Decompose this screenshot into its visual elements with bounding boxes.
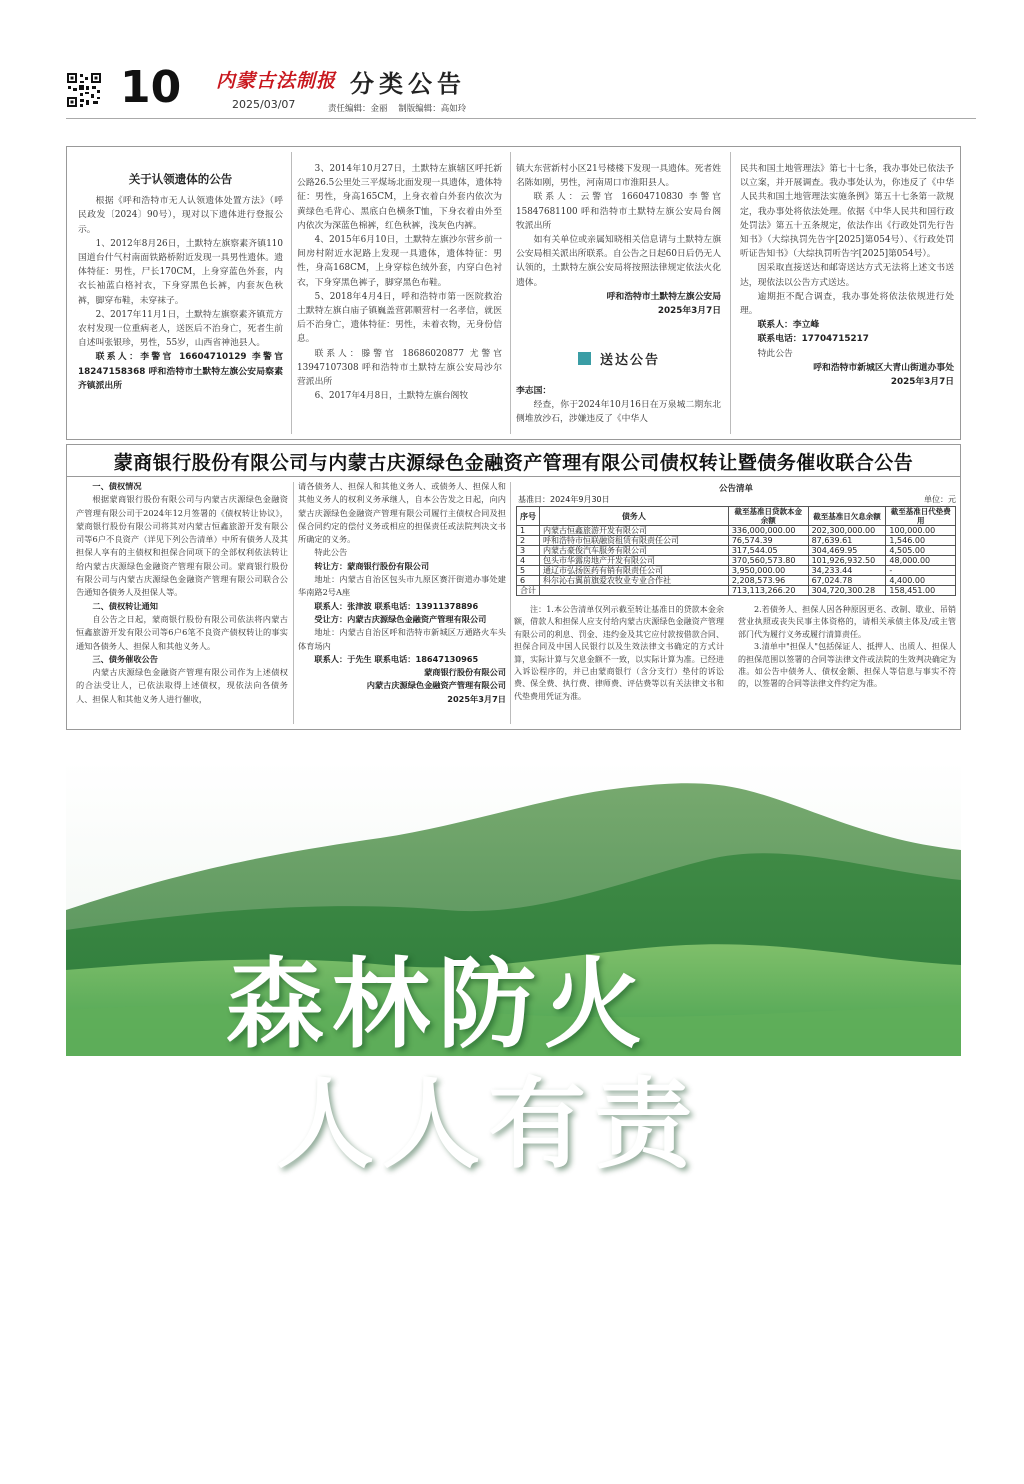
paragraph: 镇大东营新村小区21号楼楼下发现一具遗体。死者姓名陈如刚，男性，河南周口市淮阳县人。	[516, 164, 721, 189]
square-bullet-icon	[578, 352, 591, 365]
section-title: 分类公告	[350, 70, 466, 98]
table-header: 序号	[517, 507, 540, 526]
editor-label: 责任编辑：金丽	[328, 104, 388, 114]
table-total-row	[517, 586, 956, 596]
table-cell: 1,546.00	[886, 536, 956, 546]
table-cell: 4,505.00	[886, 546, 956, 556]
qr-code-icon[interactable]	[66, 72, 102, 108]
bank-notice-title: 蒙商银行股份有限公司与内蒙古庆源绿色金融资产管理有限公司债权转让暨债务催收联合公告	[113, 452, 914, 474]
table-cell: 内蒙古恒鑫旅游开发有限公司	[540, 526, 729, 536]
table-cell: 67,024.78	[808, 576, 886, 586]
address: 地址：内蒙古自治区呼和浩特市新城区万通路火车头体育场内	[298, 627, 506, 651]
column-divider	[510, 482, 511, 724]
paragraph: 内蒙古庆源绿色金融资产管理有限公司作为上述债权的合法受让人，已依法取得上述债权，现依法向各债务人、担保人和其他义务人进行催收，	[76, 667, 288, 704]
table-cell: 内蒙古豪俊汽车服务有限公司	[540, 546, 729, 556]
paragraph: 根据《呼和浩特市无人认领遗体处置方法》（呼民政发〔2024〕90号），现对以下遗体进行登报公示。	[78, 196, 283, 235]
table-cell: 4,400.00	[886, 576, 956, 586]
service-notice-start	[516, 384, 721, 436]
table-row	[517, 546, 956, 556]
table-cell: 317,544.05	[728, 546, 808, 556]
closing-remark: 特此公告	[314, 547, 348, 558]
newspaper-logo: 内蒙古法制报	[216, 70, 337, 92]
table-cell: 370,560,573.80	[728, 556, 808, 566]
table-cell: 2,208,573.96	[728, 576, 808, 586]
table-header: 截至基准日贷款本金余额	[728, 507, 808, 526]
table-header: 截至基准日代垫费用	[886, 507, 956, 526]
table-notes-column-1	[514, 604, 724, 724]
paragraph: 6、2017年4月8日，土默特左旗台阁牧	[314, 391, 469, 402]
section-heading: 一、债权情况	[92, 481, 142, 491]
table-cell: -	[886, 566, 956, 576]
table-cell: 48,000.00	[886, 556, 956, 566]
designer-label: 制版编辑：高如玲	[398, 104, 467, 114]
signature: 内蒙古庆源绿色金融资产管理有限公司	[366, 680, 506, 691]
table-cell: 6	[517, 576, 540, 586]
table-cell: 科尔沁右翼前旗爱农牧业专业合作社	[540, 576, 729, 586]
closing-remark: 特此公告	[757, 348, 793, 359]
service-notice-heading	[578, 348, 668, 368]
header-divider	[66, 118, 976, 119]
table-header: 债务人	[540, 507, 729, 526]
table-note: 3.清单中"担保人"包括保证人、抵押人、出质人、担保人的担保范围以签署的合同等法律文件或法院的生效判决确定为准。如公告中债务人、债权金额、担保人等信息与事实不符的，以签署的合同等法律文件约定为准。	[738, 642, 956, 689]
paragraph: 3、2014年10月27日，土默特左旗辖区呼托新公路26.5公里处三平煤场北面发现一具遗体，遗体特征：男性，身高165CM，上身衣着白外套内依次为黄绿色毛背心、黑底白色横条T恤，下身衣着由外至内依次为深蓝色棉裤，红色秋裤，浅灰色内裤。	[297, 164, 502, 231]
table-title: 公告清单	[718, 484, 753, 494]
table-cell: 713,113,266.20	[728, 586, 808, 596]
bank-notice-column-1	[76, 480, 288, 726]
paragraph: 请各债务人、担保人和其他义务人、或债务人、担保人和其他义务人的权利义务承继人，自本公告发之日起，向内蒙古庆源绿色金融资产管理有限公司履行主债权合同及担保合同约定的偿付义务或相应的担保责任或法院判决文书所确定的义务。	[298, 481, 506, 545]
table-note: 2.若债务人、担保人因各种原因更名、改制、歇业、吊销营业执照或丧失民事主体资格的，请相关承债主体及/或主管部门代为履行义务或履行清算责任。	[738, 605, 956, 639]
paragraph: 如有关单位或亲属知晓相关信息请与土默特左旗公安局相关派出所联系。自公告之日起60日后仍无人认领的，土默特左旗公安局将按照法律规定依法火化遗体。	[516, 235, 721, 288]
signature-date: 2025年3月7日	[890, 377, 954, 388]
table-cell: 合计	[517, 586, 540, 596]
table-row	[517, 556, 956, 566]
table-cell: 1	[517, 526, 540, 536]
remains-notice-column-3	[516, 162, 721, 320]
table-header: 截至基准日欠息余额	[808, 507, 886, 526]
table-note: 注：1.本公告清单仅列示截至转让基准日的贷款本金余额，借款人和担保人应支付给内蒙古庆源绿色金融资产管理有限公司的利息、罚金、违约金及其它应付款按借款合同、担保合同及中国人民银行以及生效法律文书确定的方式计算，实际计算与欠息金额不一致，以实际计算为准。已经进入诉讼程序的，并已由蒙商银行（含分支行）垫付的诉讼费、保全费、执行费、律师费、评估费等以有关法律文书和代垫费用凭证为准。	[514, 605, 724, 701]
paragraph: 因采取直接送达和邮寄送达方式无法将上述文书送达，现依法以公告方式送达。	[740, 263, 954, 288]
bank-notice-column-2	[298, 480, 506, 726]
contact-info: 联系人：于先生 联系电话：18647130965	[314, 653, 479, 664]
table-cell: 包头市华露房地产开发有限公司	[540, 556, 729, 566]
paragraph: 5、2018年4月4日，呼和浩特市第一医院救治土默特左旗白庙子镇巍盖营郭顺营村一名孝信，就医后不治身亡，遗体特征：男性，未着衣物，无身份信息。	[297, 291, 502, 345]
table-row	[517, 536, 956, 546]
table-cell: 4	[517, 556, 540, 566]
table-cell: 304,720,300.28	[808, 586, 886, 596]
paragraph: 2、2017年11月1日，土默特左旗察素齐镇荒方农村发现一位重病老人，送医后不治身亡，死者生前自述叫张银珍，男性，55岁，山西省神池县人。	[78, 309, 283, 349]
paragraph: 经查，你于2024年10月16日在万泉城二期东北侧堆放沙石，涉嫌违反了《中华人	[516, 400, 721, 425]
contact-info: 联系人：李警官 16604710129 李警官 18247158368 呼和浩特市土默特左旗公安局察素齐镇派出所	[78, 352, 283, 391]
section-heading: 二、债权转让通知	[92, 600, 158, 611]
table-cell: 34,233.44	[808, 566, 886, 576]
service-notice-column	[740, 162, 954, 438]
paragraph: 民共和国土地管理法》第七十七条，我办事处已依法予以立案，并开展调查。我办事处认为，你违反了《中华人民共和国土地管理法实施条例》第五十七条第一款规定，我办事处将依法处理。依据《中华人民共和国行政处罚法》第五十五条规定，依法作出《行政处罚先行告知书》（大综执罚先告字[2025]第054号）、《行政处罚听证告知书》（大综执罚听告字[2025]第054号）。	[740, 164, 954, 260]
debt-list-table	[516, 506, 956, 596]
table-cell: 101,926,932.50	[808, 556, 886, 566]
table-header-row	[517, 507, 956, 526]
table-cell: 通辽市弘扬医药有销有限责任公司	[540, 566, 729, 576]
column-divider	[291, 152, 292, 434]
table-unit: 单位：元	[924, 495, 956, 504]
transferor: 转让方：蒙商银行股份有限公司	[314, 560, 430, 571]
table-notes-column-2	[738, 604, 956, 724]
paragraph: 4、2015年6月10日，土默特左旗沙尔营乡前一间房村附近水泥路上发现一具遗体，遗体特征：男性，身高168CM，上身穿棕色绒外套，内穿白色衬衣，下身穿黑色裤子，脚穿黑色布鞋。	[297, 235, 502, 288]
slogan-line-2: 人人有责	[276, 1068, 701, 1182]
table-row	[517, 566, 956, 576]
signature-date: 2025年3月7日	[447, 693, 506, 704]
paragraph: 自公告之日起，蒙商银行股份有限公司依法将内蒙古恒鑫旅游开发有限公司等6户6笔不良资产债权转让的事实通知各债务人、担保人和其他义务人。	[76, 613, 288, 651]
editor-credits	[328, 102, 474, 114]
paragraph: 逾期拒不配合调查，我办事处将依法依规进行处理。	[740, 291, 954, 317]
table-cell: 呼和浩特市恒联融资租赁有限责任公司	[540, 536, 729, 546]
addressee: 李志国：	[516, 386, 552, 396]
table-cell: 304,469.95	[808, 546, 886, 556]
paragraph: 1、2012年8月26日，土默特左旗察素齐镇110国道台什气村南面铁路桥附近发现一具男性遗体。遗体特征：男性，尸长170CM，上身穿蓝色外套，内衣长袖蓝白格衬衣，下身穿黑色长裤，内套灰色秋裤，脚穿布鞋，未穿袜子。	[78, 238, 283, 306]
remains-notice-column-2	[297, 162, 502, 436]
transferee: 受让方：内蒙古庆源绿色金融资产管理有限公司	[314, 613, 487, 624]
table-row	[517, 526, 956, 536]
signature: 呼和浩特市新城区大青山街道办事处	[813, 362, 954, 373]
section-heading: 三、债务催收公告	[92, 653, 158, 664]
table-cell	[540, 586, 729, 596]
table-cell: 3	[517, 546, 540, 556]
column-divider	[730, 152, 731, 434]
table-cell: 3,950,000.00	[728, 566, 808, 576]
table-cell: 202,300,000.00	[808, 526, 886, 536]
table-cell: 76,574.39	[728, 536, 808, 546]
slogan-line-1: 森林防火	[226, 948, 651, 1062]
masthead	[0, 0, 1024, 128]
contact-info: 联系人：张津波 联系电话：13911378896	[314, 600, 479, 611]
remains-notice-column-1	[78, 164, 283, 436]
table-cell: 158,451.00	[886, 586, 956, 596]
page-number: 10	[120, 62, 182, 113]
remains-notice-title: 关于认领遗体的公告	[128, 172, 233, 186]
table-row	[517, 576, 956, 586]
forest-fire-prevention-poster	[66, 760, 961, 1182]
signature: 蒙商银行股份有限公司	[424, 667, 506, 678]
title-divider	[66, 476, 961, 477]
contact-person: 联系人：李立峰	[757, 320, 820, 331]
service-notice-title: 送达公告	[600, 353, 661, 368]
column-divider	[510, 152, 511, 434]
table-base-date: 基准日：2024年9月30日	[518, 495, 610, 504]
contact-phone: 联系电话：17704715217	[757, 334, 869, 345]
contact-info: 联系人：云警官 16604710830 李警官 15847681100 呼和浩特市土默特左旗公安局台阁牧派出所	[516, 192, 721, 231]
address: 地址：内蒙古自治区包头市九原区赛汗街道办事处建华南路2号A座	[298, 574, 506, 598]
paragraph: 根据蒙商银行股份有限公司与内蒙古庆源绿色金融资产管理有限公司于2024年12月签署的《债权转让协议》，蒙商银行股份有限公司将其对内蒙古恒鑫旅游开发有限公司等6户不良资产（详见下列公告清单）中所有债务人及其担保人享有的主债权和担保合同项下的全部权利依法转让给内蒙古庆源绿色金融资产管理有限公司。蒙商银行股份有限公司与内蒙古庆源绿色金融资产管理有限公司联合公告通知各债务人及担保人等。	[76, 494, 288, 598]
column-divider	[293, 482, 294, 724]
table-cell: 100,000.00	[886, 526, 956, 536]
table-cell: 5	[517, 566, 540, 576]
signature: 呼和浩特市土默特左旗公安局	[606, 291, 721, 302]
table-cell: 2	[517, 536, 540, 546]
signature-date: 2025年3月7日	[657, 306, 721, 317]
table-cell: 336,000,000.00	[728, 526, 808, 536]
table-cell: 87,639.61	[808, 536, 886, 546]
contact-info: 联系人：滕警官 18686020877 尤警官 13947107308 呼和浩特市土默特左旗公安局沙尔营派出所	[297, 348, 502, 388]
issue-date: 2025/03/07	[232, 98, 296, 111]
